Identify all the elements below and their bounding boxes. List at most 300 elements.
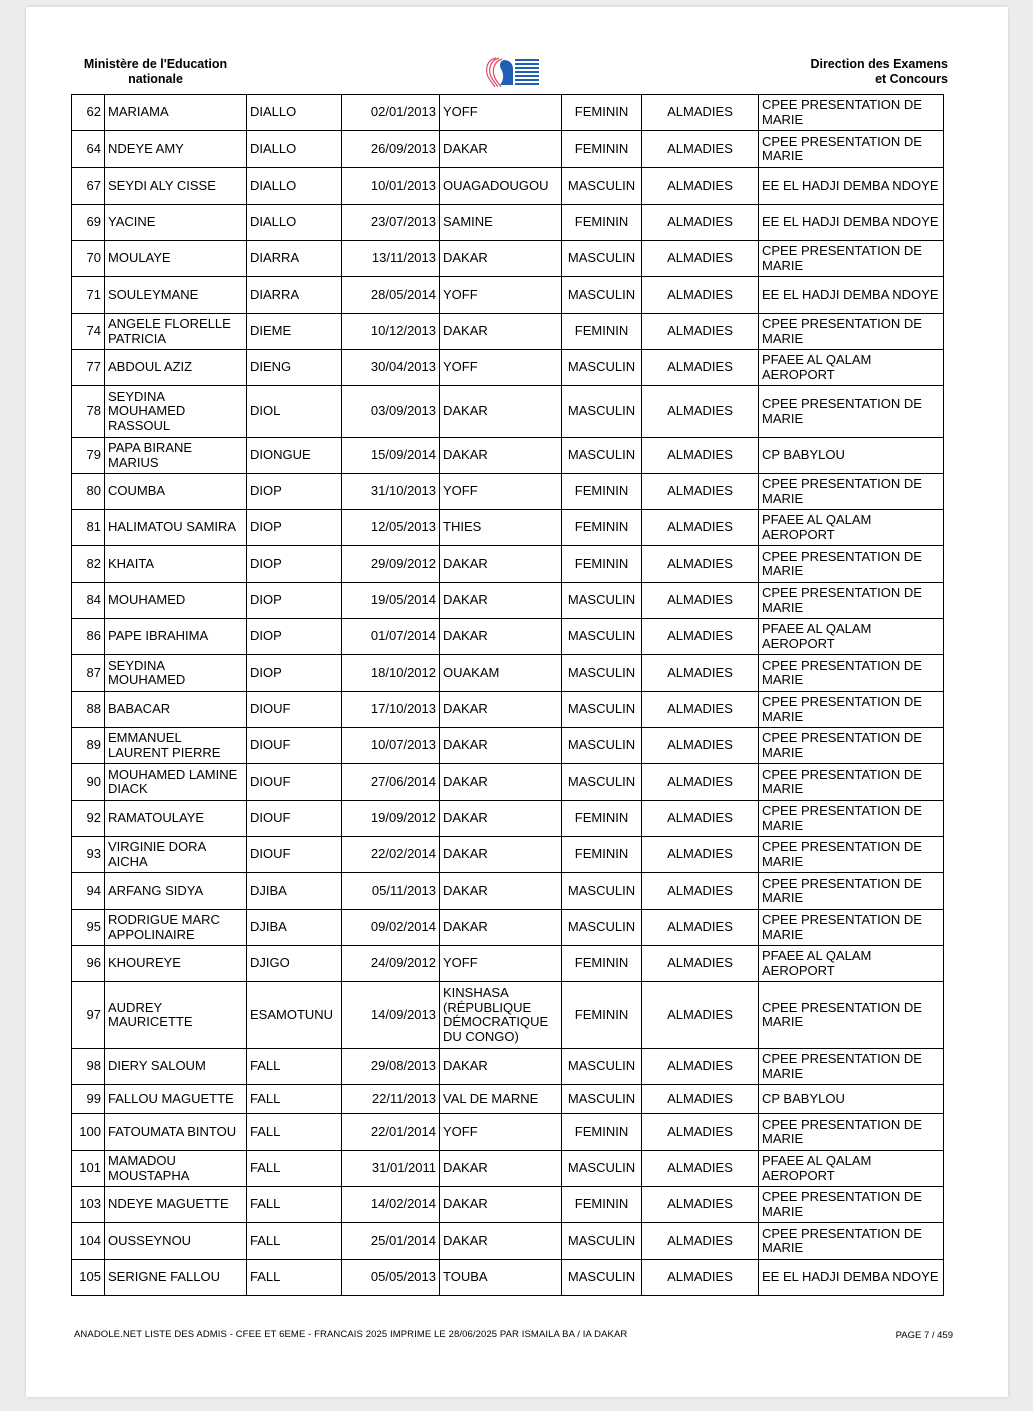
cell-exam-center: PFAEE AL QALAM AEROPORT bbox=[759, 619, 944, 655]
cell-birth-place: DAKAR bbox=[440, 583, 562, 619]
cell-first-name: NDEYE MAGUETTE bbox=[105, 1187, 247, 1223]
cell-last-name: ESAMOTUNU bbox=[247, 982, 342, 1049]
cell-birth-place: OUAGADOUGOU bbox=[440, 168, 562, 205]
cell-exam-center: EE EL HADJI DEMBA NDOYE bbox=[759, 168, 944, 205]
cell-birth-place: DAKAR bbox=[440, 1151, 562, 1187]
results-table-body bbox=[72, 95, 944, 1296]
ministry-name-line2: nationale bbox=[128, 72, 183, 86]
cell-first-name: OUSSEYNOU bbox=[105, 1223, 247, 1260]
cell-first-name: ANGELE FLORELLE PATRICIA bbox=[105, 314, 247, 350]
direction-name-line2: et Concours bbox=[875, 72, 948, 86]
cell-birth-place: YOFF bbox=[440, 277, 562, 314]
cell-birth-place: YOFF bbox=[440, 350, 562, 386]
cell-sex: MASCULIN bbox=[562, 583, 642, 619]
cell-birth-date: 27/06/2014 bbox=[342, 764, 440, 801]
cell-number: 71 bbox=[72, 277, 105, 314]
cell-sex: MASCULIN bbox=[562, 910, 642, 946]
cell-birth-place: DAKAR bbox=[440, 1223, 562, 1260]
cell-exam-center: CPEE PRESENTATION DE MARIE bbox=[759, 801, 944, 837]
table-row bbox=[72, 873, 944, 910]
cell-birth-date: 17/10/2013 bbox=[342, 692, 440, 728]
cell-sex: MASCULIN bbox=[562, 1049, 642, 1085]
cell-last-name: DJIGO bbox=[247, 946, 342, 982]
cell-birth-date: 09/02/2014 bbox=[342, 910, 440, 946]
cell-school: ALMADIES bbox=[642, 837, 759, 873]
cell-exam-center: CP BABYLOU bbox=[759, 1085, 944, 1114]
cell-exam-center: CPEE PRESENTATION DE MARIE bbox=[759, 1223, 944, 1260]
cell-number: 67 bbox=[72, 168, 105, 205]
cell-school: ALMADIES bbox=[642, 277, 759, 314]
cell-sex: FEMININ bbox=[562, 982, 642, 1049]
cell-exam-center: EE EL HADJI DEMBA NDOYE bbox=[759, 1260, 944, 1296]
cell-birth-date: 26/09/2013 bbox=[342, 131, 440, 168]
cell-first-name: MOULAYE bbox=[105, 241, 247, 277]
cell-birth-date: 23/07/2013 bbox=[342, 205, 440, 241]
cell-first-name: COUMBA bbox=[105, 474, 247, 510]
cell-exam-center: CPEE PRESENTATION DE MARIE bbox=[759, 873, 944, 910]
table-row bbox=[72, 801, 944, 837]
cell-exam-center: EE EL HADJI DEMBA NDOYE bbox=[759, 205, 944, 241]
cell-birth-date: 30/04/2013 bbox=[342, 350, 440, 386]
cell-exam-center: PFAEE AL QALAM AEROPORT bbox=[759, 350, 944, 386]
cell-number: 62 bbox=[72, 95, 105, 131]
cell-last-name: DIOP bbox=[247, 619, 342, 655]
cell-school: ALMADIES bbox=[642, 583, 759, 619]
cell-birth-place: YOFF bbox=[440, 474, 562, 510]
table-row bbox=[72, 1114, 944, 1151]
direction-name-line1: Direction des Examens bbox=[810, 57, 948, 71]
cell-sex: MASCULIN bbox=[562, 438, 642, 474]
cell-birth-place: VAL DE MARNE bbox=[440, 1085, 562, 1114]
cell-number: 82 bbox=[72, 546, 105, 583]
cell-number: 97 bbox=[72, 982, 105, 1049]
cell-birth-place: DAKAR bbox=[440, 131, 562, 168]
cell-exam-center: PFAEE AL QALAM AEROPORT bbox=[759, 510, 944, 546]
table-row bbox=[72, 474, 944, 510]
cell-school: ALMADIES bbox=[642, 728, 759, 764]
cell-school: ALMADIES bbox=[642, 314, 759, 350]
table-row bbox=[72, 619, 944, 655]
cell-exam-center: CPEE PRESENTATION DE MARIE bbox=[759, 837, 944, 873]
table-row bbox=[72, 95, 944, 131]
cell-birth-place: DAKAR bbox=[440, 728, 562, 764]
direction-header bbox=[791, 57, 948, 87]
cell-sex: MASCULIN bbox=[562, 1223, 642, 1260]
cell-number: 79 bbox=[72, 438, 105, 474]
cell-birth-date: 03/09/2013 bbox=[342, 386, 440, 438]
cell-school: ALMADIES bbox=[642, 386, 759, 438]
cell-number: 70 bbox=[72, 241, 105, 277]
table-row bbox=[72, 438, 944, 474]
cell-sex: FEMININ bbox=[562, 837, 642, 873]
cell-birth-date: 22/02/2014 bbox=[342, 837, 440, 873]
cell-first-name: KHOUREYE bbox=[105, 946, 247, 982]
table-row bbox=[72, 1223, 944, 1260]
cell-birth-date: 10/07/2013 bbox=[342, 728, 440, 764]
table-row bbox=[72, 510, 944, 546]
cell-exam-center: PFAEE AL QALAM AEROPORT bbox=[759, 1151, 944, 1187]
cell-sex: MASCULIN bbox=[562, 277, 642, 314]
cell-sex: MASCULIN bbox=[562, 764, 642, 801]
cell-exam-center: PFAEE AL QALAM AEROPORT bbox=[759, 946, 944, 982]
cell-birth-place: TOUBA bbox=[440, 1260, 562, 1296]
cell-last-name: FALL bbox=[247, 1187, 342, 1223]
cell-first-name: SOULEYMANE bbox=[105, 277, 247, 314]
ministry-header bbox=[79, 57, 232, 87]
cell-first-name: MARIAMA bbox=[105, 95, 247, 131]
table-row bbox=[72, 946, 944, 982]
cell-exam-center: CPEE PRESENTATION DE MARIE bbox=[759, 386, 944, 438]
cell-first-name: FATOUMATA BINTOU bbox=[105, 1114, 247, 1151]
cell-last-name: DIALLO bbox=[247, 131, 342, 168]
cell-number: 86 bbox=[72, 619, 105, 655]
cell-first-name: NDEYE AMY bbox=[105, 131, 247, 168]
cell-school: ALMADIES bbox=[642, 474, 759, 510]
cell-exam-center: CPEE PRESENTATION DE MARIE bbox=[759, 1114, 944, 1151]
cell-sex: FEMININ bbox=[562, 314, 642, 350]
cell-number: 87 bbox=[72, 655, 105, 692]
cell-first-name: KHAITA bbox=[105, 546, 247, 583]
cell-exam-center: CPEE PRESENTATION DE MARIE bbox=[759, 764, 944, 801]
ministry-name-line1: Ministère de l'Education bbox=[83, 57, 228, 71]
table-row bbox=[72, 546, 944, 583]
table-row bbox=[72, 1049, 944, 1085]
cell-number: 89 bbox=[72, 728, 105, 764]
cell-birth-date: 24/09/2012 bbox=[342, 946, 440, 982]
cell-birth-date: 05/05/2013 bbox=[342, 1260, 440, 1296]
cell-number: 101 bbox=[72, 1151, 105, 1187]
cell-birth-date: 13/11/2013 bbox=[342, 241, 440, 277]
cell-last-name: DJIBA bbox=[247, 910, 342, 946]
cell-last-name: DIOUF bbox=[247, 764, 342, 801]
cell-school: ALMADIES bbox=[642, 619, 759, 655]
cell-last-name: DIOUF bbox=[247, 692, 342, 728]
cell-first-name: YACINE bbox=[105, 205, 247, 241]
cell-exam-center: CPEE PRESENTATION DE MARIE bbox=[759, 728, 944, 764]
cell-birth-date: 19/09/2012 bbox=[342, 801, 440, 837]
cell-birth-date: 14/02/2014 bbox=[342, 1187, 440, 1223]
cell-last-name: DIOL bbox=[247, 386, 342, 438]
cell-school: ALMADIES bbox=[642, 241, 759, 277]
cell-last-name: DIOUF bbox=[247, 728, 342, 764]
cell-sex: FEMININ bbox=[562, 131, 642, 168]
cell-last-name: DIARRA bbox=[247, 277, 342, 314]
cell-exam-center: CPEE PRESENTATION DE MARIE bbox=[759, 692, 944, 728]
cell-school: ALMADIES bbox=[642, 510, 759, 546]
cell-school: ALMADIES bbox=[642, 438, 759, 474]
table-row bbox=[72, 655, 944, 692]
cell-sex: FEMININ bbox=[562, 95, 642, 131]
cell-exam-center: CPEE PRESENTATION DE MARIE bbox=[759, 241, 944, 277]
cell-school: ALMADIES bbox=[642, 982, 759, 1049]
cell-school: ALMADIES bbox=[642, 95, 759, 131]
cell-exam-center: CPEE PRESENTATION DE MARIE bbox=[759, 95, 944, 131]
table-row bbox=[72, 692, 944, 728]
cell-school: ALMADIES bbox=[642, 168, 759, 205]
cell-birth-date: 31/10/2013 bbox=[342, 474, 440, 510]
cell-first-name: RODRIGUE MARC APPOLINAIRE bbox=[105, 910, 247, 946]
cell-exam-center: CPEE PRESENTATION DE MARIE bbox=[759, 546, 944, 583]
table-row bbox=[72, 1260, 944, 1296]
cell-birth-date: 10/01/2013 bbox=[342, 168, 440, 205]
cell-school: ALMADIES bbox=[642, 131, 759, 168]
cell-birth-date: 29/09/2012 bbox=[342, 546, 440, 583]
cell-birth-place: YOFF bbox=[440, 946, 562, 982]
cell-birth-place: DAKAR bbox=[440, 1049, 562, 1085]
results-table bbox=[71, 94, 944, 1296]
table-row bbox=[72, 386, 944, 438]
cell-last-name: DIALLO bbox=[247, 205, 342, 241]
cell-birth-date: 28/05/2014 bbox=[342, 277, 440, 314]
cell-first-name: SEYDINA MOUHAMED bbox=[105, 655, 247, 692]
cell-first-name: SEYDINA MOUHAMED RASSOUL bbox=[105, 386, 247, 438]
cell-number: 81 bbox=[72, 510, 105, 546]
cell-last-name: DIOUF bbox=[247, 837, 342, 873]
cell-sex: MASCULIN bbox=[562, 728, 642, 764]
cell-birth-place: DAKAR bbox=[440, 619, 562, 655]
cell-number: 88 bbox=[72, 692, 105, 728]
cell-sex: FEMININ bbox=[562, 946, 642, 982]
cell-school: ALMADIES bbox=[642, 1260, 759, 1296]
cell-last-name: DIEME bbox=[247, 314, 342, 350]
cell-birth-date: 22/01/2014 bbox=[342, 1114, 440, 1151]
cell-last-name: DJIBA bbox=[247, 873, 342, 910]
table-row bbox=[72, 764, 944, 801]
cell-number: 96 bbox=[72, 946, 105, 982]
cell-birth-date: 10/12/2013 bbox=[342, 314, 440, 350]
cell-school: ALMADIES bbox=[642, 1114, 759, 1151]
cell-last-name: DIENG bbox=[247, 350, 342, 386]
cell-school: ALMADIES bbox=[642, 655, 759, 692]
cell-number: 100 bbox=[72, 1114, 105, 1151]
cell-first-name: PAPA BIRANE MARIUS bbox=[105, 438, 247, 474]
table-row bbox=[72, 1085, 944, 1114]
cell-sex: MASCULIN bbox=[562, 655, 642, 692]
cell-first-name: ARFANG SIDYA bbox=[105, 873, 247, 910]
cell-birth-date: 05/11/2013 bbox=[342, 873, 440, 910]
cell-number: 103 bbox=[72, 1187, 105, 1223]
cell-birth-place: DAKAR bbox=[440, 692, 562, 728]
cell-sex: MASCULIN bbox=[562, 619, 642, 655]
cell-exam-center: CPEE PRESENTATION DE MARIE bbox=[759, 655, 944, 692]
cell-birth-place: YOFF bbox=[440, 95, 562, 131]
cell-birth-date: 25/01/2014 bbox=[342, 1223, 440, 1260]
cell-birth-place: DAKAR bbox=[440, 241, 562, 277]
table-row bbox=[72, 583, 944, 619]
cell-last-name: FALL bbox=[247, 1223, 342, 1260]
table-row bbox=[72, 205, 944, 241]
cell-birth-place: OUAKAM bbox=[440, 655, 562, 692]
cell-first-name: MOUHAMED bbox=[105, 583, 247, 619]
cell-first-name: MOUHAMED LAMINE DIACK bbox=[105, 764, 247, 801]
cell-school: ALMADIES bbox=[642, 205, 759, 241]
cell-exam-center: EE EL HADJI DEMBA NDOYE bbox=[759, 277, 944, 314]
cell-sex: MASCULIN bbox=[562, 1151, 642, 1187]
cell-school: ALMADIES bbox=[642, 1223, 759, 1260]
cell-birth-date: 22/11/2013 bbox=[342, 1085, 440, 1114]
cell-last-name: DIOP bbox=[247, 510, 342, 546]
cell-exam-center: CPEE PRESENTATION DE MARIE bbox=[759, 910, 944, 946]
cell-school: ALMADIES bbox=[642, 1049, 759, 1085]
cell-sex: FEMININ bbox=[562, 801, 642, 837]
cell-school: ALMADIES bbox=[642, 1151, 759, 1187]
cell-birth-place: DAKAR bbox=[440, 1187, 562, 1223]
cell-first-name: HALIMATOU SAMIRA bbox=[105, 510, 247, 546]
cell-sex: FEMININ bbox=[562, 474, 642, 510]
cell-sex: FEMININ bbox=[562, 510, 642, 546]
cell-last-name: FALL bbox=[247, 1049, 342, 1085]
cell-birth-date: 01/07/2014 bbox=[342, 619, 440, 655]
cell-number: 95 bbox=[72, 910, 105, 946]
cell-birth-place: DAKAR bbox=[440, 386, 562, 438]
cell-number: 104 bbox=[72, 1223, 105, 1260]
cell-school: ALMADIES bbox=[642, 1187, 759, 1223]
cell-sex: MASCULIN bbox=[562, 241, 642, 277]
page-number: PAGE 7 / 459 bbox=[895, 1330, 953, 1341]
table-row bbox=[72, 837, 944, 873]
cell-birth-date: 29/08/2013 bbox=[342, 1049, 440, 1085]
cell-last-name: FALL bbox=[247, 1114, 342, 1151]
cell-sex: MASCULIN bbox=[562, 1085, 642, 1114]
cell-birth-place: SAMINE bbox=[440, 205, 562, 241]
cell-exam-center: CPEE PRESENTATION DE MARIE bbox=[759, 314, 944, 350]
cell-exam-center: CPEE PRESENTATION DE MARIE bbox=[759, 474, 944, 510]
table-row bbox=[72, 728, 944, 764]
cell-school: ALMADIES bbox=[642, 873, 759, 910]
cell-birth-place: DAKAR bbox=[440, 837, 562, 873]
cell-school: ALMADIES bbox=[642, 1085, 759, 1114]
cell-birth-place: DAKAR bbox=[440, 546, 562, 583]
table-row bbox=[72, 982, 944, 1049]
cell-school: ALMADIES bbox=[642, 692, 759, 728]
cell-last-name: DIOP bbox=[247, 655, 342, 692]
table-row bbox=[72, 314, 944, 350]
cell-school: ALMADIES bbox=[642, 350, 759, 386]
cell-birth-date: 15/09/2014 bbox=[342, 438, 440, 474]
cell-number: 78 bbox=[72, 386, 105, 438]
cell-last-name: DIOP bbox=[247, 583, 342, 619]
cell-birth-place: DAKAR bbox=[440, 438, 562, 474]
cell-first-name: SEYDI ALY CISSE bbox=[105, 168, 247, 205]
cell-birth-place: KINSHASA (RÉPUBLIQUE DÉMOCRATIQUE DU CONGO) bbox=[440, 982, 562, 1049]
cell-birth-place: DAKAR bbox=[440, 314, 562, 350]
cell-birth-date: 02/01/2013 bbox=[342, 95, 440, 131]
cell-school: ALMADIES bbox=[642, 910, 759, 946]
cell-birth-place: DAKAR bbox=[440, 873, 562, 910]
cell-first-name: DIERY SALOUM bbox=[105, 1049, 247, 1085]
cell-birth-place: DAKAR bbox=[440, 801, 562, 837]
cell-exam-center: CP BABYLOU bbox=[759, 438, 944, 474]
cell-first-name: AUDREY MAURICETTE bbox=[105, 982, 247, 1049]
cell-school: ALMADIES bbox=[642, 946, 759, 982]
cell-number: 98 bbox=[72, 1049, 105, 1085]
cell-number: 105 bbox=[72, 1260, 105, 1296]
cell-birth-date: 14/09/2013 bbox=[342, 982, 440, 1049]
cell-number: 94 bbox=[72, 873, 105, 910]
cell-first-name: VIRGINIE DORA AICHA bbox=[105, 837, 247, 873]
cell-birth-date: 31/01/2011 bbox=[342, 1151, 440, 1187]
cell-last-name: DIOP bbox=[247, 474, 342, 510]
cell-birth-date: 19/05/2014 bbox=[342, 583, 440, 619]
table-row bbox=[72, 168, 944, 205]
cell-last-name: FALL bbox=[247, 1151, 342, 1187]
cell-last-name: DIONGUE bbox=[247, 438, 342, 474]
cell-number: 69 bbox=[72, 205, 105, 241]
cell-number: 90 bbox=[72, 764, 105, 801]
cell-last-name: DIARRA bbox=[247, 241, 342, 277]
cell-sex: MASCULIN bbox=[562, 873, 642, 910]
cell-sex: MASCULIN bbox=[562, 386, 642, 438]
ministry-logo-icon bbox=[478, 54, 544, 90]
cell-number: 84 bbox=[72, 583, 105, 619]
cell-last-name: DIALLO bbox=[247, 168, 342, 205]
cell-sex: FEMININ bbox=[562, 1187, 642, 1223]
cell-exam-center: CPEE PRESENTATION DE MARIE bbox=[759, 583, 944, 619]
cell-birth-place: THIES bbox=[440, 510, 562, 546]
cell-sex: MASCULIN bbox=[562, 692, 642, 728]
cell-first-name: MAMADOU MOUSTAPHA bbox=[105, 1151, 247, 1187]
cell-last-name: FALL bbox=[247, 1085, 342, 1114]
cell-first-name: FALLOU MAGUETTE bbox=[105, 1085, 247, 1114]
cell-number: 99 bbox=[72, 1085, 105, 1114]
table-row bbox=[72, 131, 944, 168]
table-row bbox=[72, 1151, 944, 1187]
cell-number: 92 bbox=[72, 801, 105, 837]
cell-birth-place: DAKAR bbox=[440, 764, 562, 801]
table-row bbox=[72, 1187, 944, 1223]
cell-last-name: FALL bbox=[247, 1260, 342, 1296]
cell-number: 93 bbox=[72, 837, 105, 873]
cell-sex: MASCULIN bbox=[562, 168, 642, 205]
cell-exam-center: CPEE PRESENTATION DE MARIE bbox=[759, 1187, 944, 1223]
cell-birth-place: YOFF bbox=[440, 1114, 562, 1151]
cell-school: ALMADIES bbox=[642, 546, 759, 583]
cell-sex: MASCULIN bbox=[562, 350, 642, 386]
cell-last-name: DIOP bbox=[247, 546, 342, 583]
cell-first-name: ABDOUL AZIZ bbox=[105, 350, 247, 386]
cell-birth-place: DAKAR bbox=[440, 910, 562, 946]
document-page bbox=[26, 7, 1008, 1397]
cell-last-name: DIOUF bbox=[247, 801, 342, 837]
cell-exam-center: CPEE PRESENTATION DE MARIE bbox=[759, 131, 944, 168]
cell-sex: FEMININ bbox=[562, 205, 642, 241]
cell-school: ALMADIES bbox=[642, 801, 759, 837]
cell-school: ALMADIES bbox=[642, 764, 759, 801]
cell-first-name: SERIGNE FALLOU bbox=[105, 1260, 247, 1296]
cell-birth-date: 12/05/2013 bbox=[342, 510, 440, 546]
cell-first-name: RAMATOULAYE bbox=[105, 801, 247, 837]
cell-last-name: DIALLO bbox=[247, 95, 342, 131]
cell-number: 77 bbox=[72, 350, 105, 386]
footer-print-info: ANADOLE.NET LISTE DES ADMIS - CFEE ET 6EME - FRANCAIS 2025 IMPRIME LE 28/06/2025 PAR ISMAILA BA / IA DAKAR bbox=[74, 1329, 628, 1340]
cell-birth-date: 18/10/2012 bbox=[342, 655, 440, 692]
table-row bbox=[72, 910, 944, 946]
table-row bbox=[72, 277, 944, 314]
cell-number: 74 bbox=[72, 314, 105, 350]
cell-exam-center: CPEE PRESENTATION DE MARIE bbox=[759, 982, 944, 1049]
cell-first-name: PAPE IBRAHIMA bbox=[105, 619, 247, 655]
cell-exam-center: CPEE PRESENTATION DE MARIE bbox=[759, 1049, 944, 1085]
table-row bbox=[72, 350, 944, 386]
cell-first-name: BABACAR bbox=[105, 692, 247, 728]
cell-number: 80 bbox=[72, 474, 105, 510]
cell-sex: FEMININ bbox=[562, 1114, 642, 1151]
table-row bbox=[72, 241, 944, 277]
cell-sex: FEMININ bbox=[562, 546, 642, 583]
cell-sex: MASCULIN bbox=[562, 1260, 642, 1296]
cell-first-name: EMMANUEL LAURENT PIERRE bbox=[105, 728, 247, 764]
cell-number: 64 bbox=[72, 131, 105, 168]
